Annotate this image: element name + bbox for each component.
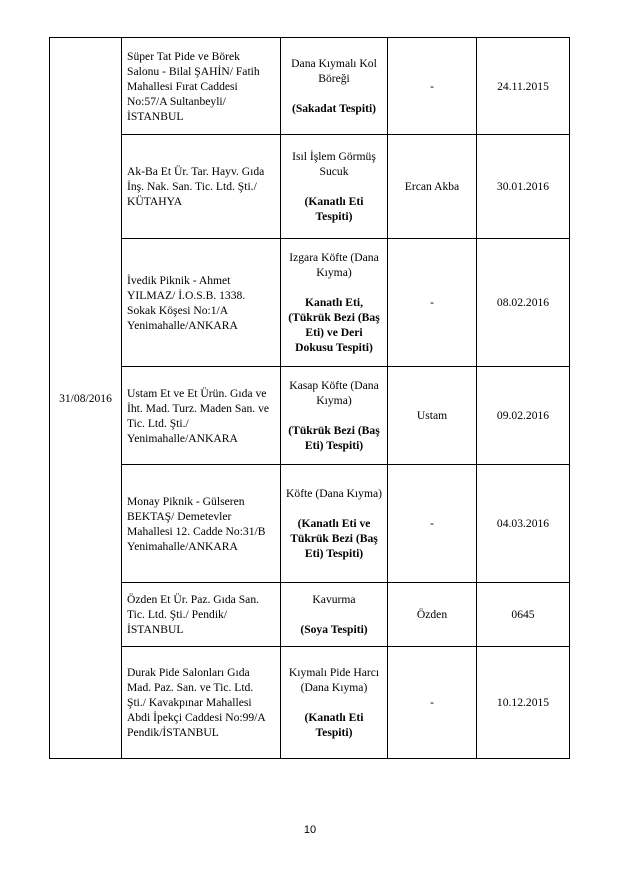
table-row (50, 647, 570, 759)
finding-label: (Kanatlı Eti Tespiti) (304, 711, 364, 739)
brand-cell: - (388, 239, 477, 367)
product-cell (281, 465, 388, 583)
product-cell (281, 135, 388, 239)
brand-cell: Özden (388, 583, 477, 647)
date-cell: 10.12.2015 (477, 647, 570, 759)
date-cell: 30.01.2016 (477, 135, 570, 239)
brand-cell: - (388, 465, 477, 583)
product-name: Kıymalı Pide Harcı (Dana Kıyma) (288, 666, 380, 694)
product-cell (281, 367, 388, 465)
company-cell: Durak Pide Salonları Gıda Mad. Paz. San. ve Tic. Ltd. Şti./ Kavakpınar Mahallesi Abdi İpekçi Caddesi No:99/A Pendik/İSTANBUL (122, 647, 281, 759)
announcement-date: 31/08/2016 (50, 38, 122, 759)
date-cell: 24.11.2015 (477, 38, 570, 135)
product-name: Isıl İşlem Görmüş Sucuk (292, 150, 376, 178)
product-name: Dana Kıymalı Kol Böreği (291, 57, 377, 85)
table-row (50, 135, 570, 239)
finding-label: (Sakadat Tespiti) (291, 102, 377, 115)
table-row (50, 583, 570, 647)
company-cell: Monay Piknik - Gülseren BEKTAŞ/ Demetevler Mahallesi 12. Cadde No:31/B Yenimahalle/ANKARA (122, 465, 281, 583)
product-cell (281, 38, 388, 135)
finding-label: (Tükrük Bezi (Baş Eti) Tespiti) (288, 424, 380, 452)
date-cell: 04.03.2016 (477, 465, 570, 583)
date-cell: 09.02.2016 (477, 367, 570, 465)
table-row (50, 465, 570, 583)
company-cell: Ak-Ba Et Ür. Tar. Hayv. Gıda İnş. Nak. San. Tic. Ltd. Şti./ KÜTAHYA (122, 135, 281, 239)
table-row (50, 38, 570, 135)
company-cell: Özden Et Ür. Paz. Gıda San. Tic. Ltd. Şti./ Pendik/İSTANBUL (122, 583, 281, 647)
findings-table (49, 37, 570, 759)
finding-label: (Soya Tespiti) (300, 623, 368, 636)
product-cell (281, 583, 388, 647)
brand-cell: Ustam (388, 367, 477, 465)
finding-label: Kanatlı Eti, (Tükrük Bezi (Baş Eti) ve Deri Dokusu Tespiti) (288, 296, 380, 354)
page-number: 10 (303, 824, 317, 836)
product-name: Kasap Köfte (Dana Kıyma) (289, 379, 379, 407)
brand-cell: - (388, 647, 477, 759)
product-cell (281, 647, 388, 759)
finding-label: (Kanatlı Eti ve Tükrük Bezi (Baş Eti) Tespiti) (290, 517, 378, 560)
product-name: Izgara Köfte (Dana Kıyma) (289, 251, 379, 279)
date-cell: 08.02.2016 (477, 239, 570, 367)
company-cell: İvedik Piknik - Ahmet YILMAZ/ İ.O.S.B. 1338. Sokak Köşesi No:1/A Yenimahalle/ANKARA (122, 239, 281, 367)
table-row (50, 367, 570, 465)
brand-cell: Ercan Akba (388, 135, 477, 239)
brand-cell: - (388, 38, 477, 135)
table-row (50, 239, 570, 367)
finding-label: (Kanatlı Eti Tespiti) (304, 195, 364, 223)
product-cell (281, 239, 388, 367)
company-cell: Süper Tat Pide ve Börek Salonu - Bilal ŞAHİN/ Fatih Mahallesi Fırat Caddesi No:57/A Sultanbeyli/İSTANBUL (122, 38, 281, 135)
product-name: Kavurma (312, 593, 356, 606)
date-cell: 0645 (477, 583, 570, 647)
product-name: Köfte (Dana Kıyma) (286, 487, 382, 500)
company-cell: Ustam Et ve Et Ürün. Gıda ve İht. Mad. Turz. Maden San. ve Tic. Ltd. Şti./ Yenimahalle/ANKARA (122, 367, 281, 465)
